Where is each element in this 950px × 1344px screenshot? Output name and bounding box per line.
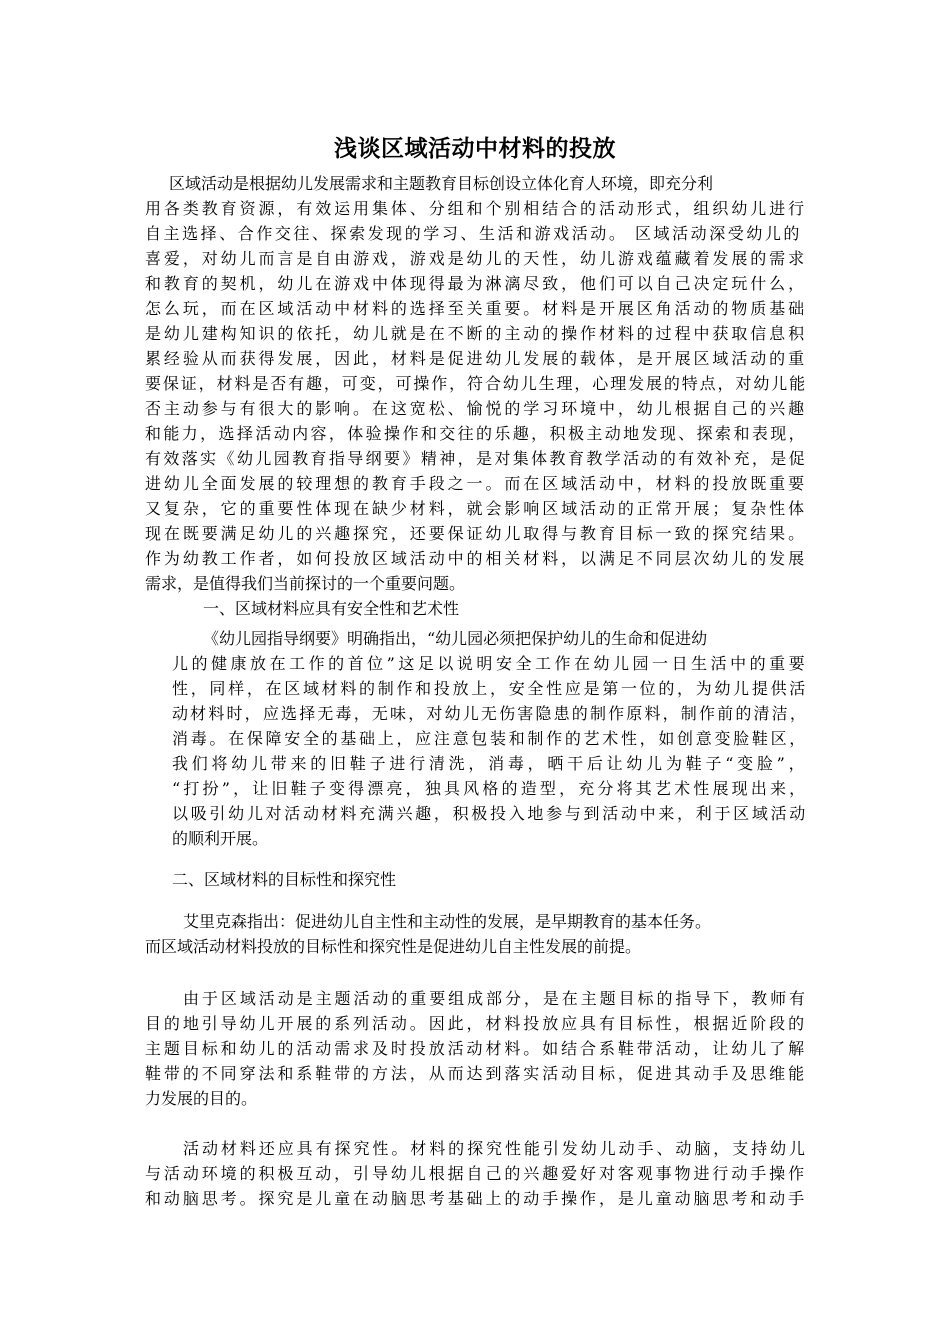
body-text-line: 目的地引导幼儿开展的系列活动。因此，材料投放应具有目标性，根据近阶段的 [145,1014,808,1033]
body-text-line: 现在既要满足幼儿的兴趣探究，还要保证幼儿取得与教育目标一致的探究结果。 [145,524,808,543]
body-text-line: 要保证，材料是否有趣，可变，可操作，符合幼儿生理，心理发展的特点，对幼儿能 [145,374,808,393]
body-text-line: 以吸引幼儿对活动材料充满兴趣，积极投入地参与到活动中来，利于区域活动 [172,804,809,823]
body-text-line: 力发展的目的。 [145,1089,258,1108]
body-text-line: 自主选择、合作交往、探索发现的学习、生活和游戏活动。 区域活动深受幼儿的 [145,224,802,243]
body-text-line: 我们将幼儿带来的旧鞋子进行清洗，消毒，晒干后让幼儿为鞋子“变脸”， [172,754,809,773]
body-text-line: 主题目标和幼儿的活动需求及时投放活动材料。如结合系鞋带活动，让幼儿了解 [145,1039,808,1058]
body-text-line: 活动材料还应具有探究性。材料的探究性能引发幼儿动手、动脑，支持幼儿 [183,1139,809,1158]
body-text-line: 需求，是值得我们当前探讨的一个重要问题。 [145,574,466,593]
body-text-line: 消毒。在保障安全的基础上，应注意包装和制作的艺术性，如创意变脸鞋区， [172,729,809,748]
body-text-line: 用各类教育资源，有效运用集体、分组和个别相结合的活动形式，组织幼儿进行 [145,199,808,218]
body-text-line: 否主动参与有很大的影响。在这宽松、愉悦的学习环境中，幼儿根据自己的兴趣 [145,399,808,418]
body-text-line: 和教育的契机，幼儿在游戏中体现得最为淋漓尽致，他们可以自己决定玩什么， [145,274,808,293]
body-text-line: 性，同样，在区域材料的制作和投放上，安全性应是第一位的，为幼儿提供活 [172,679,809,698]
body-text-line: 作为幼教工作者，如何投放区域活动中的相关材料，以满足不同层次幼儿的发展 [145,549,808,568]
body-text-line: 累经验从而获得发展，因此，材料是促进幼儿发展的载体，是开展区域活动的重 [145,349,808,368]
document-title: 浅谈区域活动中材料的投放 [334,136,616,162]
body-text-line: 和能力，选择活动内容，体验操作和交往的乐趣，积极主动地发现、探索和表现， [145,424,808,443]
body-text-line: “打扮”，让旧鞋子变得漂亮，独具风格的造型，充分将其艺术性展现出来， [172,779,809,798]
body-text-line: 而区域活动材料投放的目标性和探究性是促进幼儿自主性发展的前提。 [145,937,642,956]
body-text-line: 怎么玩，而在区域活动中材料的选择至关重要。材料是开展区角活动的物质基础 [145,299,808,318]
body-text-line: 一、区域材料应具有安全性和艺术性 [203,599,460,618]
body-text-line: 的顺利开展。 [172,829,269,848]
body-text-line: 是幼儿建构知识的依托，幼儿就是在不断的主动的操作材料的过程中获取信息积 [145,324,808,343]
body-text-line: 艾里克森指出：促进幼儿自主性和主动性的发展，是早期教育的基本任务。 [183,912,712,931]
body-text-line: 有效落实《幼儿园教育指导纲要》精神，是对集体教育教学活动的有效补充，是促 [145,449,808,468]
body-text-line: 鞋带的不同穿法和系鞋带的方法，从而达到落实活动目标，促进其动手及思维能 [145,1064,808,1083]
body-text-line: 由于区域活动是主题活动的重要组成部分，是在主题目标的指导下，教师有 [183,989,809,1008]
body-text-line: 又复杂，它的重要性体现在缺少材料，就会影响区域活动的正常开展；复杂性体 [145,499,808,518]
body-text-line: 喜爱，对幼儿而言是自由游戏，游戏是幼儿的天性，幼儿游戏蕴藏着发展的需求 [145,249,808,268]
body-text-line: 二、区域材料的目标性和探究性 [172,870,397,889]
body-text-line: 动材料时，应选择无毒，无味，对幼儿无伤害隐患的制作原料，制作前的清洁， [172,704,809,723]
body-text-line: 区域活动是根据幼儿发展需求和主题教育目标创设立体化育人环境，即充分利 [169,174,714,193]
body-text-line: 儿的健康放在工作的首位”这足以说明安全工作在幼儿园一日生活中的重要 [172,654,809,673]
body-text-line: 进幼儿全面发展的较理想的教育手段之一。而在区域活动中，材料的投放既重要 [145,474,808,493]
body-text-line: 《幼儿园指导纲要》明确指出，“幼儿园必须把保护幼儿的生命和促进幼 [203,629,708,648]
body-text-line: 和动脑思考。探究是儿童在动脑思考基础上的动手操作，是儿童动脑思考和动手 [145,1189,808,1208]
body-text-line: 与活动环境的积极互动，引导幼儿根据自己的兴趣爱好对客观事物进行动手操作 [145,1164,808,1183]
